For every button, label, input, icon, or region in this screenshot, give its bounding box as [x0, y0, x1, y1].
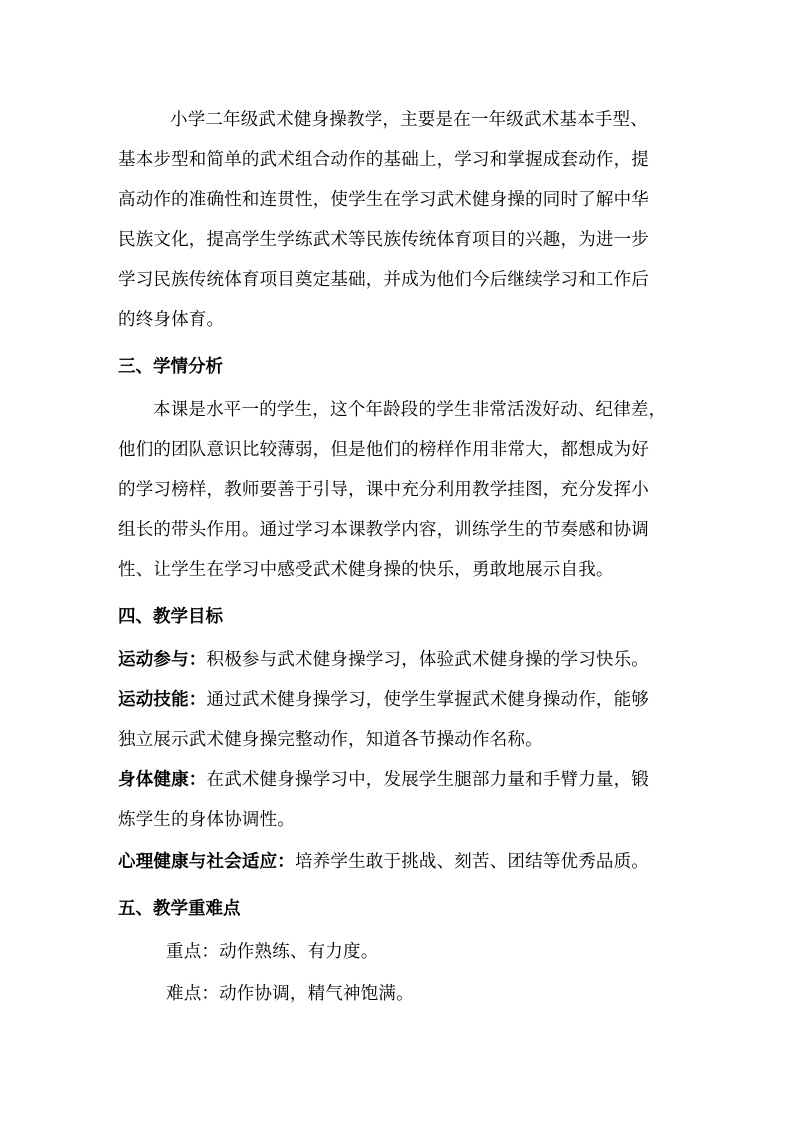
intro-line-4: 民族文化，提高学生学练武术等民族传统体育项目的兴趣，为进一步 — [118, 230, 649, 250]
section3-line-5: 性、让学生在学习中感受武术健身操的快乐，勇敢地展示自我。 — [118, 560, 614, 580]
goal-skills — [118, 688, 688, 712]
section5-heading: 五、教学重难点 — [118, 899, 241, 919]
goal-health-text: 在武术健身操学习中，发展学生腿部力量和手臂力量，锻 — [206, 770, 649, 790]
intro-line-5: 学习民族传统体育项目奠定基础，并成为他们今后继续学习和工作后 — [118, 270, 649, 290]
goal-participation-label: 运动参与： — [118, 650, 207, 670]
section3-line-3: 的学习榜样，教师要善于引导，课中充分利用教学挂图，充分发挥小 — [118, 480, 649, 500]
intro-line-2: 基本步型和简单的武术组合动作的基础上，学习和掌握成套动作，提 — [118, 150, 649, 170]
goal-mental — [118, 850, 688, 874]
goal-skills-text: 通过武术健身操学习，使学生掌握武术健身操动作，能够 — [206, 690, 649, 710]
goal-health-label: 身体健康： — [118, 770, 207, 790]
goal-health-continued: 炼学生的身体协调性。 — [118, 810, 295, 830]
difficult-point: 难点：动作协调，精气神饱满。 — [166, 984, 414, 1004]
section3-line-2: 他们的团队意识比较薄弱，但是他们的榜样作用非常大，都想成为好 — [118, 440, 649, 460]
goal-health — [118, 768, 688, 792]
goal-skills-continued: 独立展示武术健身操完整动作，知道各节操动作名称。 — [118, 730, 543, 750]
goal-mental-label: 心理健康与社会适应： — [118, 852, 295, 872]
intro-line-6: 的终身体育。 — [118, 310, 225, 330]
intro-line-3: 高动作的准确性和连贯性，使学生在学习武术健身操的同时了解中华 — [118, 190, 649, 210]
key-point: 重点：动作熟练、有力度。 — [166, 942, 379, 962]
section3-heading: 三、学情分析 — [118, 357, 223, 377]
section3-line-1: 本课是水平一的学生，这个年龄段的学生非常活泼好动、纪律差， — [153, 400, 667, 420]
intro-line-1: 小学二年级武术健身操教学，主要是在一年级武术基本手型、 — [170, 110, 648, 130]
goal-mental-text: 培养学生敢于挑战、刻苦、团结等优秀品质。 — [295, 852, 649, 872]
section3-line-4: 组长的带头作用。通过学习本课教学内容，训练学生的节奏感和协调 — [118, 520, 649, 540]
goal-skills-label: 运动技能： — [118, 690, 207, 710]
goal-participation-text: 积极参与武术健身操学习，体验武术健身操的学习快乐。 — [206, 650, 649, 670]
section4-heading: 四、教学目标 — [118, 607, 223, 627]
goal-participation — [118, 648, 688, 672]
